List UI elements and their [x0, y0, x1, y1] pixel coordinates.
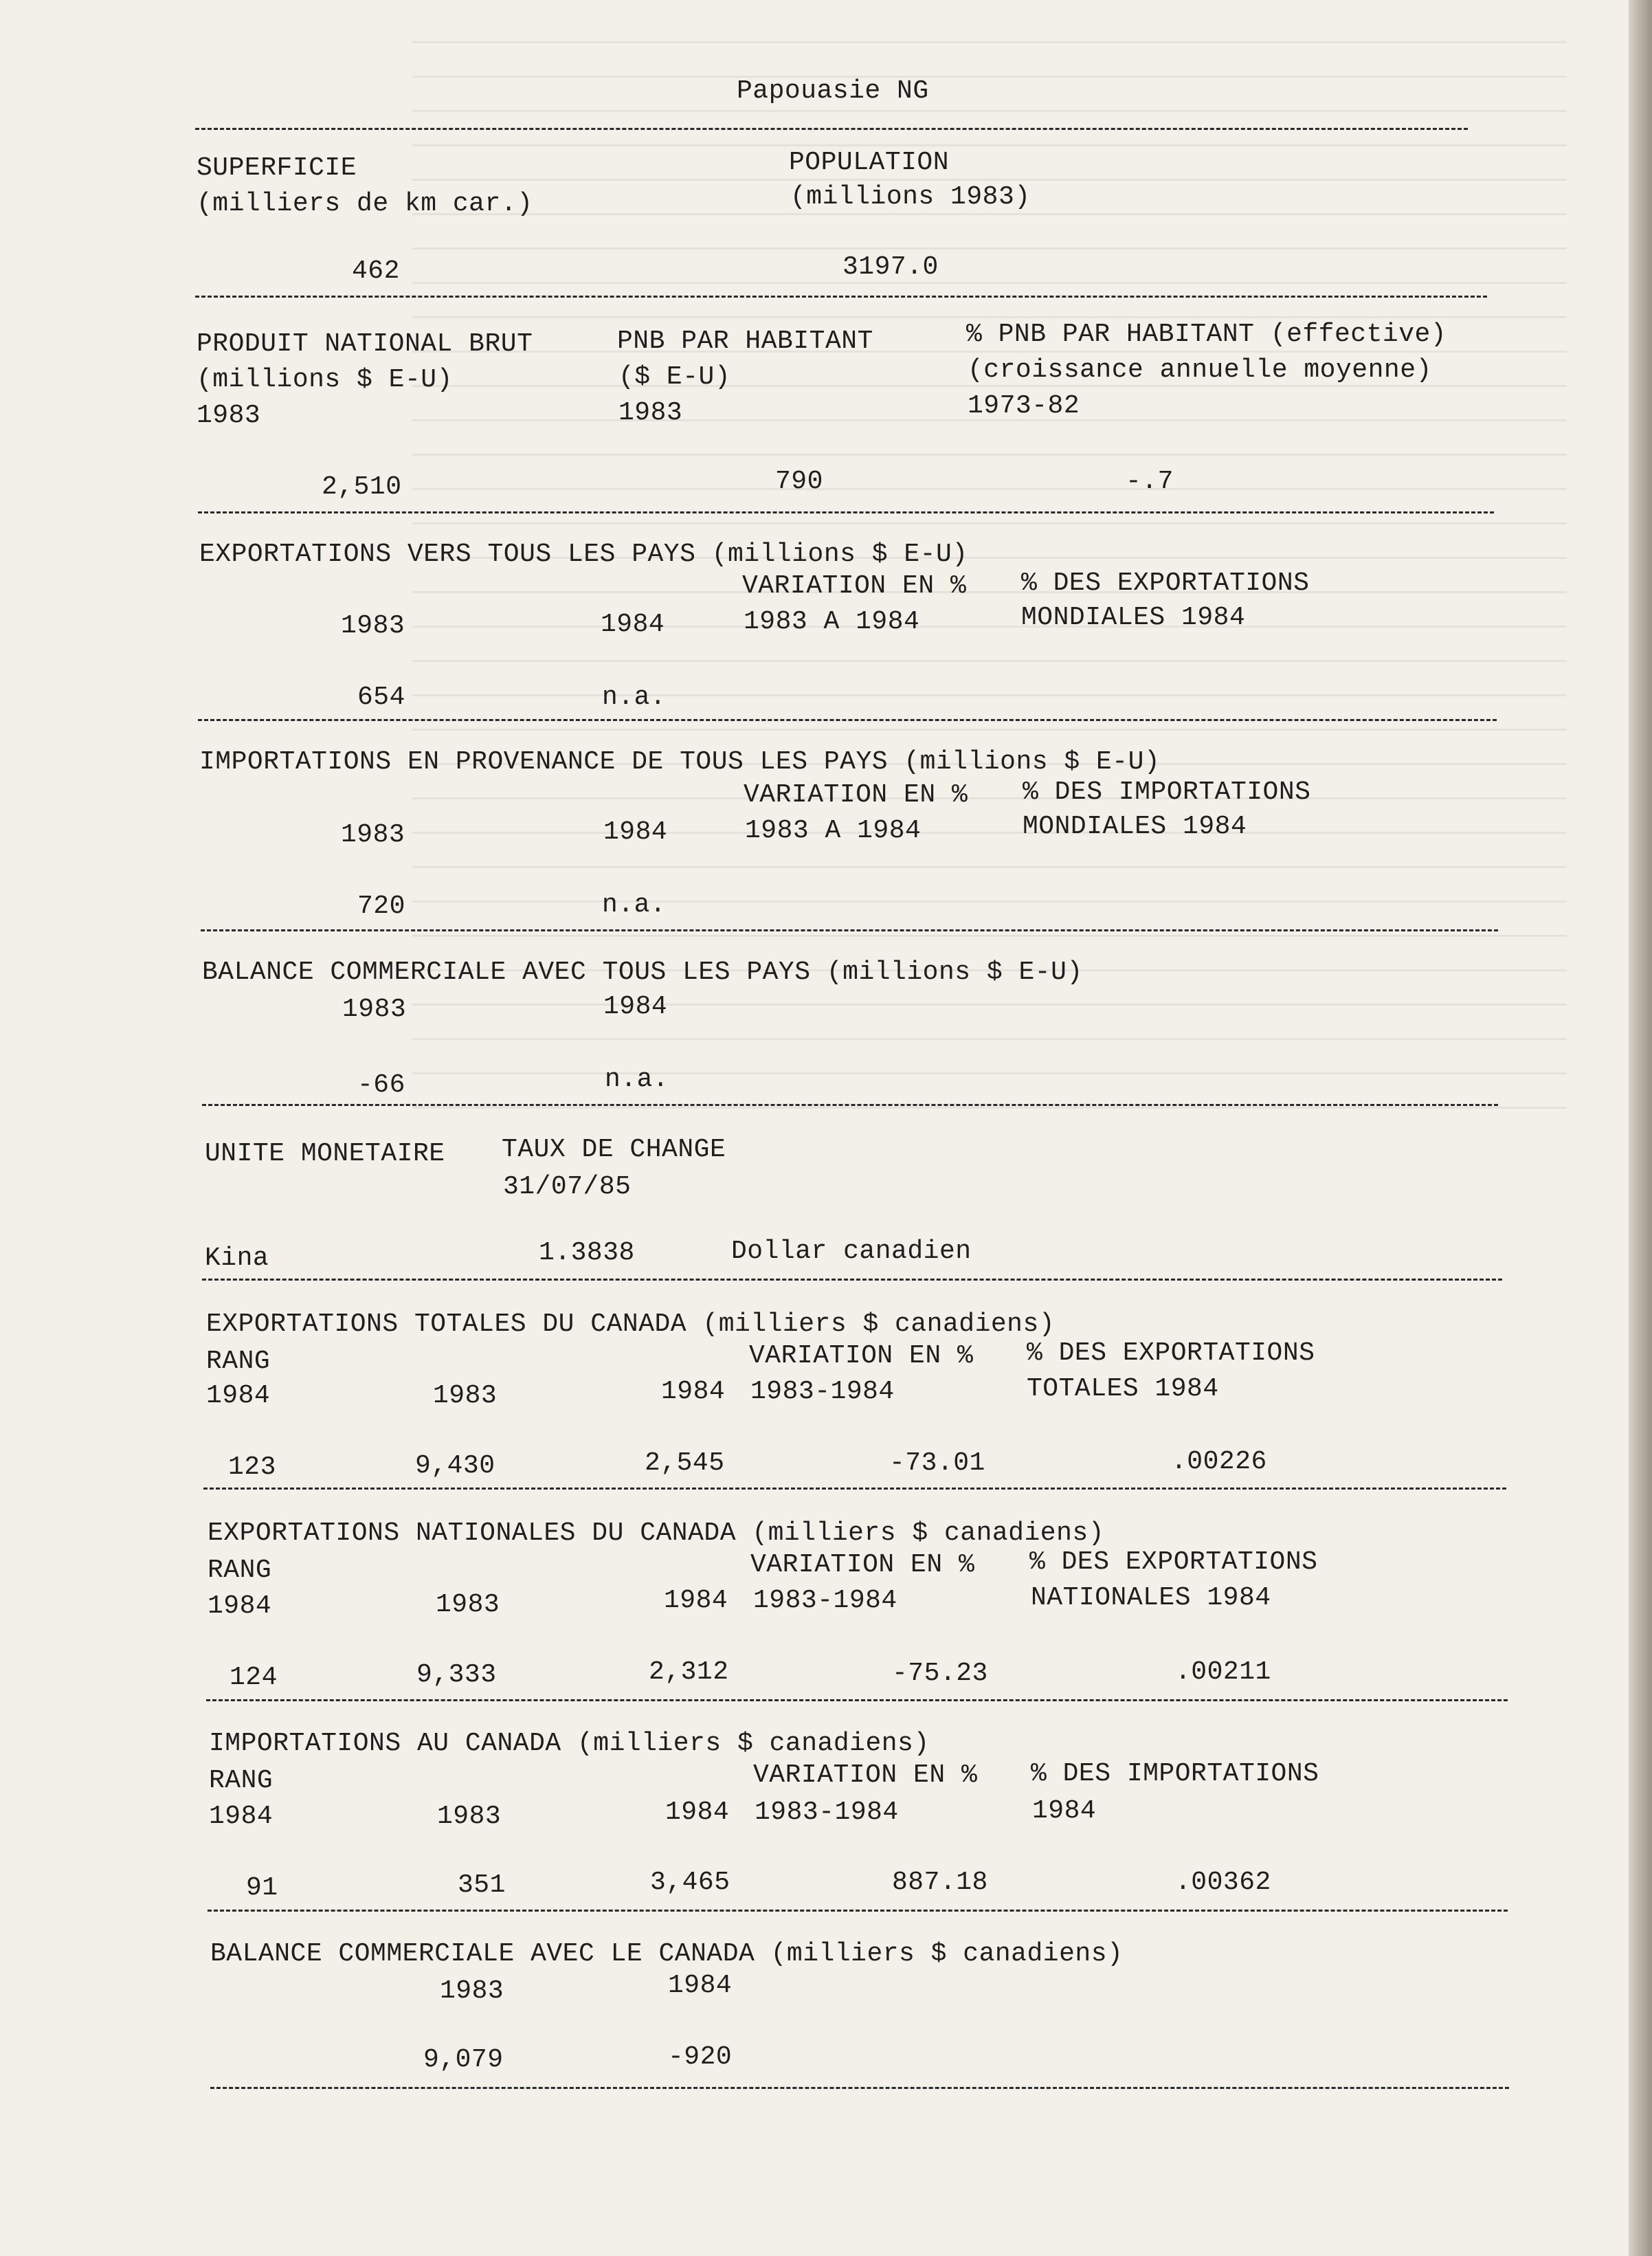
bal-world-title: BALANCE COMMERCIALE AVEC TOUS LES PAYS (millions $ E-U) [202, 958, 1083, 987]
exp-world-var-period: 1983 A 1984 [744, 607, 920, 637]
imp-ca-pct: .00362 [1175, 1868, 1271, 1897]
imp-ca-title: IMPORTATIONS AU CANADA (milliers $ canadiens) [209, 1729, 930, 1758]
divider [210, 2087, 1509, 2089]
exp-total-ca-rank-year: 1984 [206, 1381, 271, 1411]
pnb-value: 2,510 [322, 472, 402, 502]
exp-total-ca-var-label: VARIATION EN % [749, 1341, 974, 1371]
imp-world-var-period: 1983 A 1984 [745, 816, 922, 845]
superficie-value: 462 [352, 256, 400, 286]
exp-world-value-1983: 654 [357, 683, 405, 712]
divider [202, 1104, 1498, 1106]
imp-ca-year-1984: 1984 [665, 1798, 730, 1827]
imp-world-year-1983: 1983 [341, 820, 405, 850]
exp-total-ca-value-1984: 2,545 [645, 1448, 725, 1478]
pnb-hab-year: 1983 [618, 398, 683, 428]
exp-world-year-1983: 1983 [341, 611, 405, 641]
divider [203, 1488, 1506, 1490]
pnb-unit: (millions $ E-U) [197, 365, 453, 395]
divider [195, 128, 1468, 130]
pnb-hab-value: 790 [775, 467, 823, 496]
exp-world-value-1984: n.a. [602, 683, 667, 712]
divider [195, 296, 1487, 298]
exp-total-ca-rank-label: RANG [206, 1347, 271, 1376]
pnb-year: 1983 [197, 401, 261, 430]
exp-total-ca-pct-label: % DES EXPORTATIONS [1027, 1338, 1315, 1368]
bal-world-value-1984: n.a. [605, 1065, 669, 1094]
exchange-rate-date: 31/07/85 [503, 1172, 632, 1202]
exp-nat-ca-pct-label: % DES EXPORTATIONS [1029, 1547, 1318, 1577]
pnb-label: PRODUIT NATIONAL BRUT [197, 329, 533, 359]
currency-unit-label: UNITE MONETAIRE [205, 1139, 445, 1169]
imp-world-value-1984: n.a. [602, 890, 667, 920]
superficie-label: SUPERFICIE [197, 153, 357, 183]
exchange-rate-label: TAUX DE CHANGE [502, 1135, 726, 1164]
imp-ca-value-1983: 351 [458, 1870, 506, 1900]
exp-nat-ca-rank-year: 1984 [208, 1591, 272, 1621]
exp-world-year-1984: 1984 [601, 610, 665, 639]
page-edge-shadow [1629, 0, 1652, 2256]
bal-ca-year-1984: 1984 [668, 1971, 733, 2000]
exchange-rate-value: 1.3838 [539, 1238, 635, 1268]
divider [198, 511, 1494, 513]
exp-world-var-label: VARIATION EN % [742, 571, 967, 601]
population-label: POPULATION [789, 148, 950, 177]
superficie-unit: (milliers de km car.) [197, 189, 533, 219]
page-title: Papouasie NG [737, 76, 929, 106]
imp-world-year-1984: 1984 [603, 817, 668, 847]
pnb-hab-unit: ($ E-U) [618, 362, 731, 392]
exp-nat-ca-var-label: VARIATION EN % [750, 1550, 975, 1580]
bal-ca-value-1984: -920 [668, 2042, 733, 2072]
population-value: 3197.0 [842, 252, 939, 282]
exp-nat-ca-value-1983: 9,333 [416, 1660, 497, 1690]
imp-ca-var-period: 1983-1984 [755, 1798, 899, 1827]
exp-nat-ca-rank: 124 [230, 1663, 278, 1692]
imp-world-value-1983: 720 [357, 892, 405, 921]
imp-ca-rank: 91 [246, 1873, 278, 1903]
exp-nat-ca-pct: .00211 [1175, 1657, 1271, 1687]
exp-nat-ca-value-1984: 2,312 [649, 1657, 729, 1687]
exp-total-ca-var-period: 1983-1984 [750, 1377, 895, 1406]
bal-ca-title: BALANCE COMMERCIALE AVEC LE CANADA (milliers $ canadiens) [210, 1939, 1124, 1969]
exp-total-ca-pct-period: TOTALES 1984 [1027, 1374, 1219, 1404]
imp-ca-rank-year: 1984 [209, 1802, 274, 1831]
bal-world-year-1983: 1983 [342, 995, 407, 1024]
exp-nat-ca-title: EXPORTATIONS NATIONALES DU CANADA (milliers $ canadiens) [208, 1518, 1105, 1548]
bal-ca-value-1983: 9,079 [423, 2045, 504, 2075]
imp-ca-rank-label: RANG [209, 1766, 274, 1795]
imp-ca-value-1984: 3,465 [650, 1868, 730, 1897]
imp-ca-pct-period: 1984 [1032, 1796, 1097, 1826]
exp-total-ca-year-1984: 1984 [661, 1377, 726, 1406]
imp-ca-pct-label: % DES IMPORTATIONS [1031, 1759, 1319, 1789]
pnb-hab-label: PNB PAR HABITANT [617, 327, 873, 356]
divider [208, 1910, 1508, 1912]
exp-nat-ca-var-period: 1983-1984 [753, 1586, 897, 1615]
bal-ca-year-1983: 1983 [440, 1976, 504, 2006]
exp-total-ca-variation: -73.01 [889, 1448, 985, 1478]
exp-total-ca-rank: 123 [228, 1452, 276, 1482]
pnb-growth-label: % PNB PAR HABITANT (effective) [966, 320, 1447, 349]
population-unit: (millions 1983) [790, 182, 1031, 212]
exp-nat-ca-pct-period: NATIONALES 1984 [1031, 1583, 1271, 1613]
exp-nat-ca-year-1984: 1984 [664, 1586, 728, 1615]
exchange-rate-reference: Dollar canadien [731, 1237, 972, 1266]
imp-ca-year-1983: 1983 [437, 1802, 502, 1831]
pnb-growth-period: 1973-82 [968, 391, 1080, 421]
exp-total-ca-title: EXPORTATIONS TOTALES DU CANADA (milliers $ canadiens) [206, 1309, 1056, 1339]
exp-nat-ca-variation: -75.23 [892, 1659, 988, 1688]
divider [206, 1699, 1508, 1701]
pnb-growth-value: -.7 [1126, 467, 1174, 496]
exp-world-pct-period: MONDIALES 1984 [1021, 603, 1246, 632]
exp-nat-ca-year-1983: 1983 [436, 1590, 500, 1619]
imp-world-pct-label: % DES IMPORTATIONS [1023, 777, 1311, 807]
exp-total-ca-year-1983: 1983 [433, 1381, 498, 1411]
imp-ca-variation: 887.18 [892, 1868, 988, 1897]
bal-world-value-1983: -66 [357, 1070, 405, 1100]
imp-ca-var-label: VARIATION EN % [753, 1760, 978, 1790]
divider [201, 929, 1498, 931]
imp-world-var-label: VARIATION EN % [744, 780, 968, 810]
exp-world-pct-label: % DES EXPORTATIONS [1021, 568, 1310, 598]
exp-nat-ca-rank-label: RANG [208, 1556, 272, 1585]
imp-world-pct-period: MONDIALES 1984 [1023, 812, 1247, 841]
bal-world-year-1984: 1984 [603, 992, 668, 1021]
exp-total-ca-value-1983: 9,430 [415, 1451, 495, 1481]
exp-total-ca-pct: .00226 [1171, 1447, 1267, 1477]
imp-world-title: IMPORTATIONS EN PROVENANCE DE TOUS LES PAYS (millions $ E-U) [199, 747, 1161, 777]
exp-world-title: EXPORTATIONS VERS TOUS LES PAYS (millions $ E-U) [199, 540, 968, 569]
divider [202, 1279, 1502, 1281]
pnb-growth-unit: (croissance annuelle moyenne) [968, 355, 1432, 385]
currency-unit-value: Kina [205, 1243, 269, 1273]
divider [198, 719, 1497, 721]
